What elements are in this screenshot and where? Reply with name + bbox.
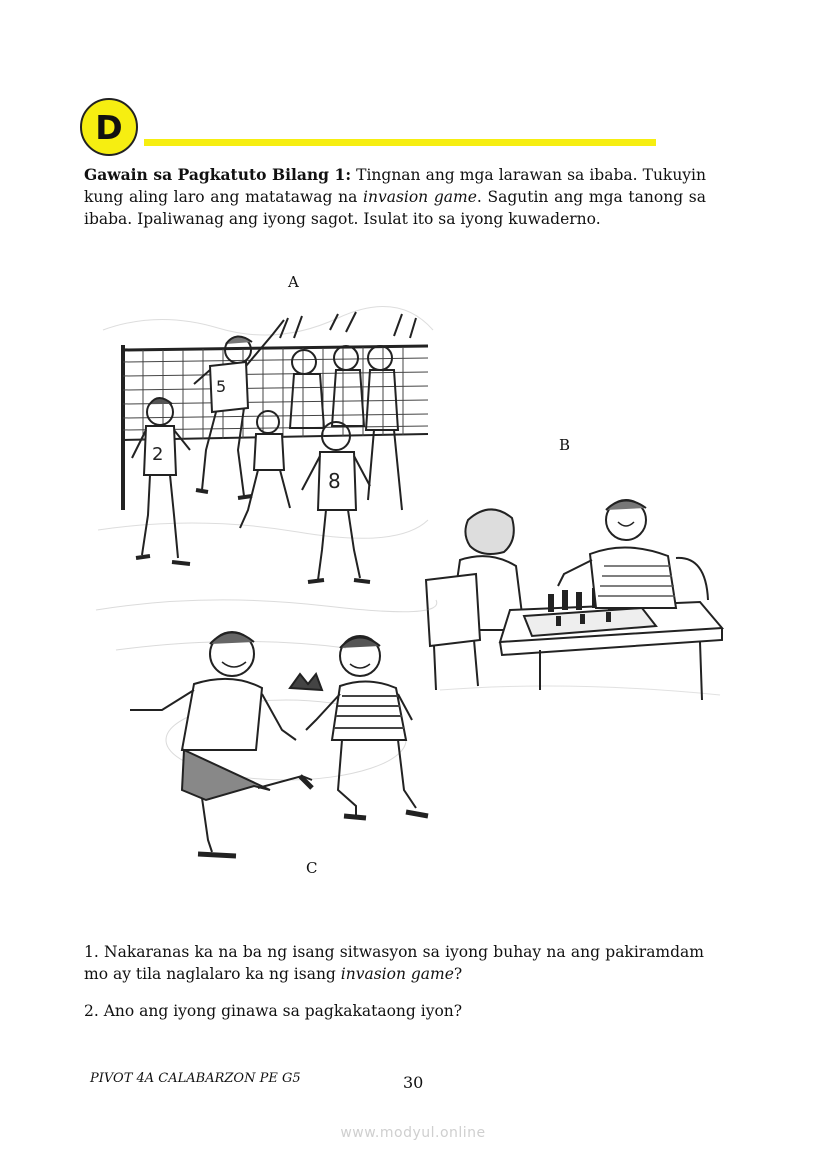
playground-illustration xyxy=(86,590,446,865)
svg-text:2: 2 xyxy=(152,444,164,465)
activity-title: Gawain sa Pagkatuto Bilang 1: xyxy=(84,165,352,184)
svg-text:8: 8 xyxy=(328,469,341,493)
question-1-text: 1. Nakaranas ka na ba ng isang sitwasyon sa iyong buhay na ang pakiramdam mo ay tila naglalaro ka ng isang xyxy=(84,943,704,983)
section-badge xyxy=(80,98,138,156)
activity-instructions xyxy=(84,164,706,230)
section-underline xyxy=(144,139,656,146)
page-number: 30 xyxy=(403,1073,424,1092)
figure-a-label: A xyxy=(288,273,299,291)
watermark: www.modyul.online xyxy=(340,1125,486,1141)
section-letter: D xyxy=(95,107,123,147)
question-1 xyxy=(84,941,704,985)
instructions-text-2: . Sagutin ang mga tanong sa ibaba. Ipaliwanag ang iyong sagot. Isulat ito sa iyong kuwaderno. xyxy=(84,188,706,228)
figure-b-label: B xyxy=(559,436,571,454)
question-1-emphasis: invasion game xyxy=(340,965,454,983)
instructions-text-1: Tingnan ang mga larawan sa ibaba. Tukuyin kung aling laro ang matatawag na xyxy=(84,166,706,206)
svg-text:5: 5 xyxy=(216,377,227,396)
instructions-emphasis: invasion game xyxy=(363,188,477,206)
question-1-end: ? xyxy=(453,965,463,983)
figure-c-label: C xyxy=(306,859,318,877)
chess-illustration xyxy=(420,490,732,705)
volleyball-illustration xyxy=(98,300,438,590)
footer-source: PIVOT 4A CALABARZON PE G5 xyxy=(90,1071,301,1086)
question-2: 2. Ano ang iyong ginawa sa pagkakataong iyon? xyxy=(84,1002,463,1020)
